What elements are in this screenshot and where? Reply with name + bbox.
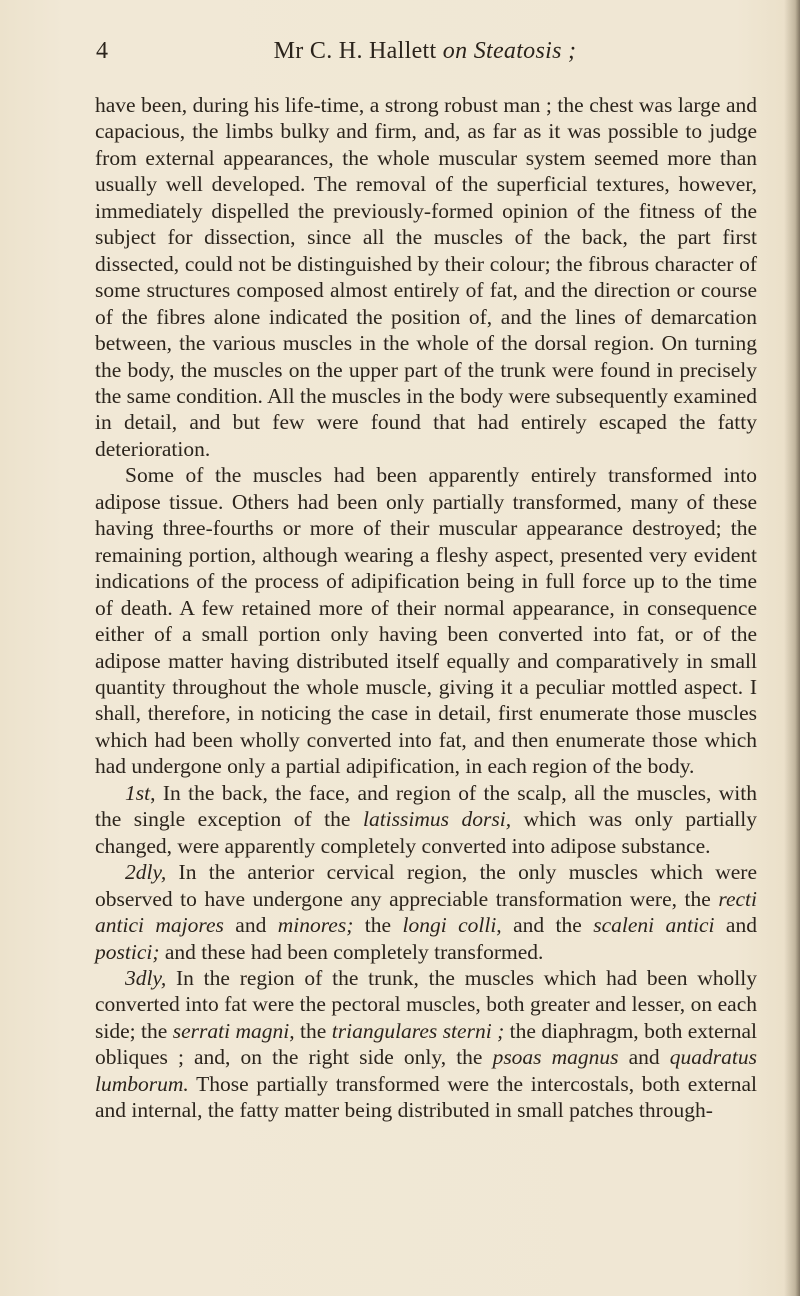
running-head (96, 38, 754, 65)
text-run: In the region of the trunk, the muscles which had been wholly converted into fat were the pectoral muscles, both greater and lesser, on each side; the (95, 965, 757, 1043)
italic-text: 1st (125, 780, 151, 805)
paragraph (95, 780, 757, 859)
text-run: and these had been completely transformed. (159, 939, 544, 964)
running-head-on: on (442, 38, 468, 64)
text-run: In the anterior cervical region, the only muscles which were observed to have undergone any appreciable transformation were, the (95, 860, 757, 911)
italic-text: 2dly, (125, 860, 167, 885)
body-text (95, 92, 757, 1124)
text-run: Some of the muscles had been apparently entirely transformed into adipose tissue. Others had been only partially transformed, many of these having three-fourths or more of their muscular appearance destroyed; the remaining portion, although wearing a fleshy aspect, presented very evident indications of the process of adipification being in full force up to the time of death. A few retained more of their normal appearance, in consequence either of a small portion only having been converted into fat, or of the adipose matter having distributed itself equally and comparatively in small quantity throughout the whole muscle, giving it a peculiar mottled aspect. I shall, therefore, in noticing the case in detail, first enumerate those muscles which had been wholly converted into fat, and then enumerate those which had undergone only a partial adipification, in each region of the body. (95, 463, 757, 779)
text-run: which was only partially changed, were apparently completely converted into adipose substance. (95, 807, 758, 858)
text-run: the diaphragm, both external obliques ; and, on the right side only, the (95, 1018, 757, 1070)
text-run: the (294, 1018, 332, 1043)
text-run: Those partially transformed were the intercostals, both external and internal, the fatty matter being distributed in small patches through- (95, 1071, 757, 1123)
paragraph (95, 462, 757, 779)
text-run: the (353, 913, 403, 938)
italic-text: quadratus lumborum. (95, 1045, 757, 1096)
page-header (96, 38, 754, 72)
paragraph (95, 965, 757, 1124)
paragraph (95, 859, 757, 965)
italic-text: triangulares sterni ; (331, 1018, 505, 1043)
italic-text: postici; (95, 939, 160, 964)
page-number: 4 (96, 38, 108, 64)
text-run: and (714, 913, 757, 938)
italic-text: recti antici majores (95, 886, 757, 938)
text-run: and (223, 913, 278, 938)
running-head-subject: Steatosis ; (473, 38, 577, 64)
running-head-author: Mr C. H. Hallett (273, 38, 437, 64)
italic-text: psoas magnus (492, 1045, 619, 1070)
italic-text: 3dly, (125, 965, 167, 990)
text-run: and (618, 1045, 670, 1070)
italic-text: scaleni antici (593, 913, 715, 938)
paragraph (95, 92, 757, 462)
text-run: , In the back, the face, and region of the scalp, all the muscles, with the single exception of the (95, 780, 757, 832)
text-run: have been, during his life-time, a strong robust man ; the chest was large and capacious, the limbs bulky and firm, and, as far as it was possible to judge from external appearances, the whole muscular system seemed more than usually well developed. The removal of the superficial textures, however, immediately dispelled the previously-formed opinion of the fitness of the subject for dissection, since all the muscles of the back, the part first dissected, could not be distinguished by their colour; the fibrous character of some structures composed almost entirely of fat, and the direction or course of the fibres alone indicated the position of, and the lines of demarcation between, the various muscles in the whole of the dorsal region. On turning the body, the muscles on the upper part of the trunk were found in precisely the same condition. All the muscles in the body were subsequently examined in detail, and but few were found that had entirely escaped the fatty deterioration. (95, 93, 757, 461)
italic-text: latissimus dorsi, (362, 807, 512, 832)
italic-text: longi colli, (402, 913, 502, 938)
page-edge-shadow (784, 0, 800, 1296)
italic-text: minores; (277, 913, 354, 938)
italic-text: serrati magni, (172, 1018, 295, 1043)
text-run: and the (501, 913, 594, 938)
